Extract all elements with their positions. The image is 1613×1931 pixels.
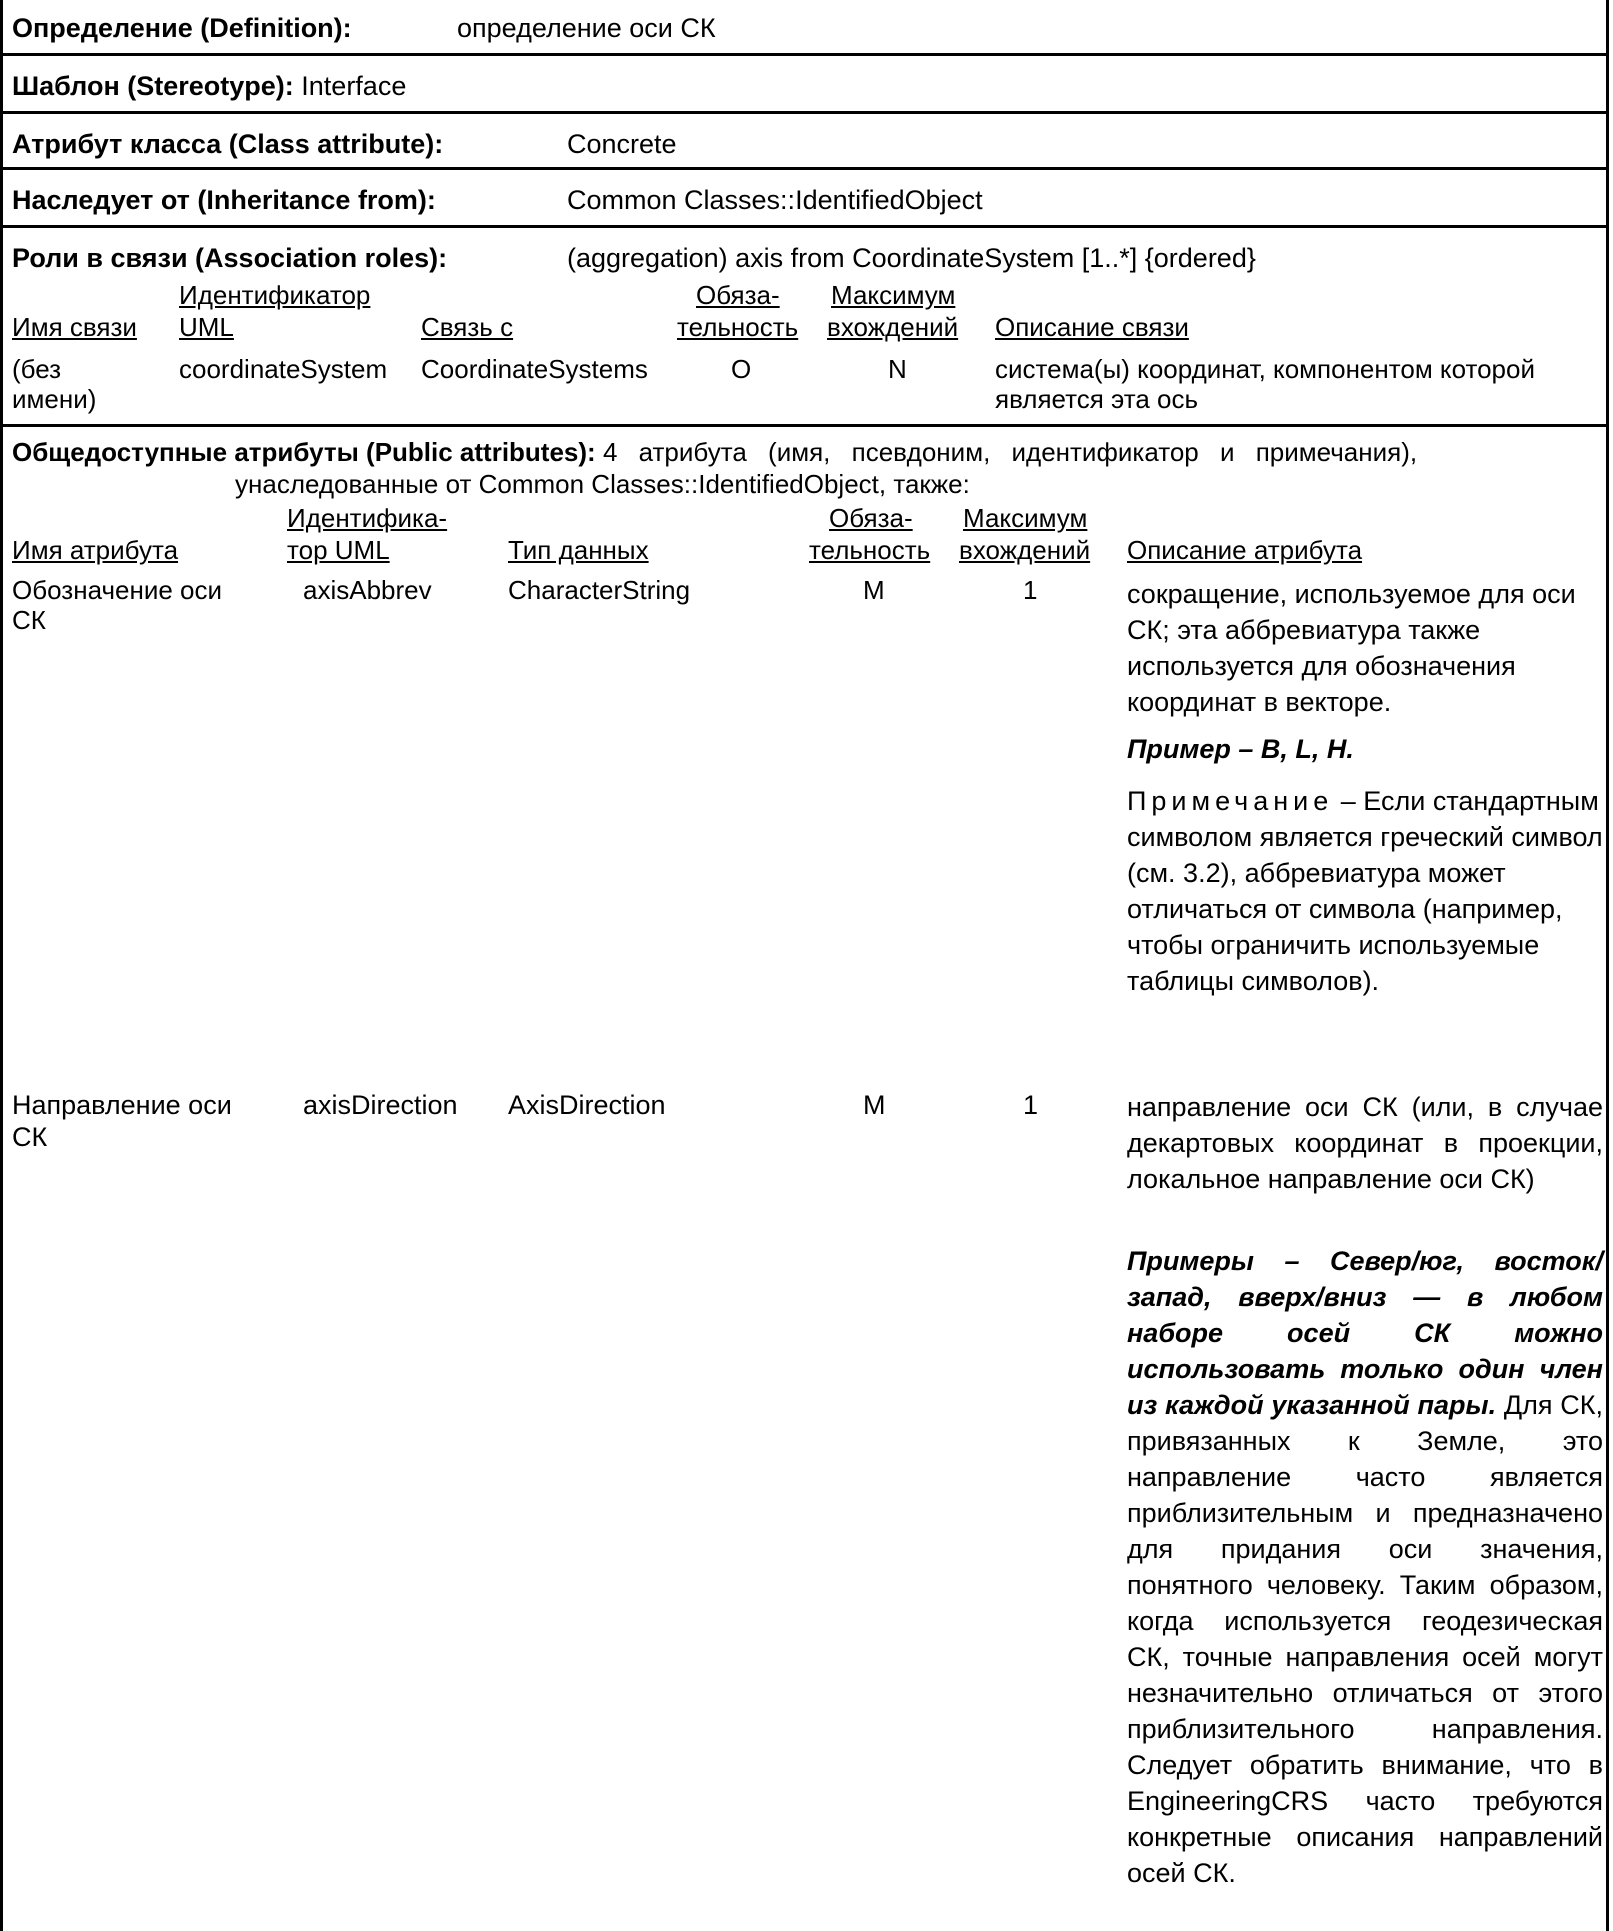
attr1-note bbox=[1127, 783, 1603, 999]
assoc-header-link: Связь с bbox=[421, 312, 514, 342]
class-attribute-label: Атрибут класса (Class attribute): bbox=[12, 129, 444, 159]
attr-header-description: Описание атрибута bbox=[1127, 535, 1363, 565]
stereotype-label: Шаблон (Stereotype): bbox=[12, 71, 294, 101]
attr-header-name: Имя атрибута bbox=[12, 535, 179, 565]
attr1-description: сокращение, используемое для оси СК; эта аббревиатура также используется для обозначения координат в векторе. bbox=[1127, 579, 1576, 717]
assoc-row-max: N bbox=[888, 354, 907, 384]
attr2-type: AxisDirection bbox=[508, 1090, 666, 1120]
class-attribute-value: Concrete bbox=[567, 129, 677, 159]
assoc-row-link: CoordinateSystems bbox=[421, 354, 648, 384]
stereotype-value: Interface bbox=[293, 71, 407, 101]
assoc-header-max-2: вхождений bbox=[827, 312, 959, 342]
attr-header-obligation-1: Обяза- bbox=[829, 503, 913, 533]
assoc-row-uml: coordinateSystem bbox=[179, 354, 388, 384]
attr1-note-text: – Если стандартным символом является греческий символ (см. 3.2), аббревиатура может отличаться от символа (например, чтобы ограничить используемые таблицы символов). bbox=[1127, 786, 1603, 996]
assoc-row-obligation: O bbox=[731, 354, 752, 384]
attr-header-max-2: вхождений bbox=[959, 535, 1091, 565]
attr1-name-1: Обозначение оси bbox=[12, 575, 223, 605]
assoc-header-description: Описание связи bbox=[995, 312, 1189, 342]
definition-row bbox=[3, 0, 1606, 56]
public-attributes-row bbox=[3, 427, 1606, 1931]
assoc-header-name: Имя связи bbox=[12, 312, 137, 342]
assoc-row-name-1: (без bbox=[12, 354, 62, 384]
attr-header-uml-1: Идентифика- bbox=[287, 503, 448, 533]
association-label: Роли в связи (Association roles): bbox=[12, 243, 448, 273]
attr-header-obligation-2: тельность bbox=[809, 535, 931, 565]
attr2-example-tail: Для СК, привязанных к Земле, это направление часто является приблизительным и предназначено для придания оси значения, понятного человеку. Таким образом, когда используется геодезическая СК, точные направления осей могут незначительно отличаться от этого приблизительного направления. Следует обратить внимание, что в EngineeringCRS часто требуются конкретные описания направлений осей СК. bbox=[1127, 1390, 1603, 1888]
assoc-header-uml-1: Идентификатор bbox=[179, 280, 371, 310]
attr1-example: Пример – B, L, H. bbox=[1127, 734, 1354, 764]
attr2-description: направление оси СК (или, в случае декартовых координат в проекции, локальное направление оси СК) bbox=[1127, 1092, 1603, 1194]
attr2-name-1: Направление оси bbox=[12, 1090, 232, 1120]
association-value: (aggregation) axis from CoordinateSystem [1..*] {ordered} bbox=[567, 243, 1256, 273]
attr-header-max-1: Максимум bbox=[963, 503, 1088, 533]
attr2-name-2: СК bbox=[12, 1122, 48, 1152]
assoc-header-uml-2: UML bbox=[179, 312, 234, 342]
attr2-example: Примеры – Север/юг, восток/запад, вверх/вниз — в любом наборе осей СК можно использовать только один член из каждой указанной пары. bbox=[1127, 1246, 1603, 1420]
attr-header-uml-2: тор UML bbox=[287, 535, 390, 565]
attr1-uml: axisAbbrev bbox=[303, 575, 432, 605]
attr1-note-label: Примечание bbox=[1127, 786, 1334, 816]
assoc-header-obligation-2: тельность bbox=[677, 312, 799, 342]
assoc-header-max-1: Максимум bbox=[831, 280, 956, 310]
public-attributes-label: Общедоступные атрибуты (Public attributes): bbox=[12, 437, 596, 467]
assoc-row-description-2: является эта ось bbox=[995, 384, 1199, 414]
attr2-example-block bbox=[1127, 1243, 1603, 1891]
public-attributes-intro-2: унаследованные от Common Classes::IdentifiedObject, также: bbox=[235, 469, 970, 499]
assoc-header-obligation-1: Обяза- bbox=[696, 280, 780, 310]
public-attributes-intro-line1 bbox=[12, 437, 1600, 467]
attr2-max: 1 bbox=[1023, 1090, 1039, 1120]
inheritance-value: Common Classes::IdentifiedObject bbox=[567, 185, 983, 215]
definition-label: Определение (Definition): bbox=[12, 13, 352, 43]
public-attributes-intro-1: 4 атрибута (имя, псевдоним, идентификатор и примечания), bbox=[602, 437, 1418, 467]
attr1-name-2: СК bbox=[12, 605, 46, 635]
class-attribute-row bbox=[3, 114, 1606, 170]
stereotype-text bbox=[12, 70, 406, 102]
stereotype-row bbox=[3, 56, 1606, 114]
attr2-uml: axisDirection bbox=[303, 1090, 458, 1120]
attr2-obligation: M bbox=[863, 1090, 886, 1120]
attr-header-type: Тип данных bbox=[508, 535, 649, 565]
attr1-type: CharacterString bbox=[508, 575, 691, 605]
definition-value: определение оси СК bbox=[457, 13, 716, 43]
assoc-row-name-2: имени) bbox=[12, 384, 97, 414]
assoc-row-description-1: система(ы) координат, компонентом которой bbox=[995, 354, 1535, 384]
association-row bbox=[3, 228, 1606, 427]
inheritance-row bbox=[3, 170, 1606, 228]
attr1-max: 1 bbox=[1023, 575, 1038, 605]
attr1-obligation: M bbox=[863, 575, 885, 605]
inheritance-label: Наследует от (Inheritance from): bbox=[12, 185, 436, 215]
